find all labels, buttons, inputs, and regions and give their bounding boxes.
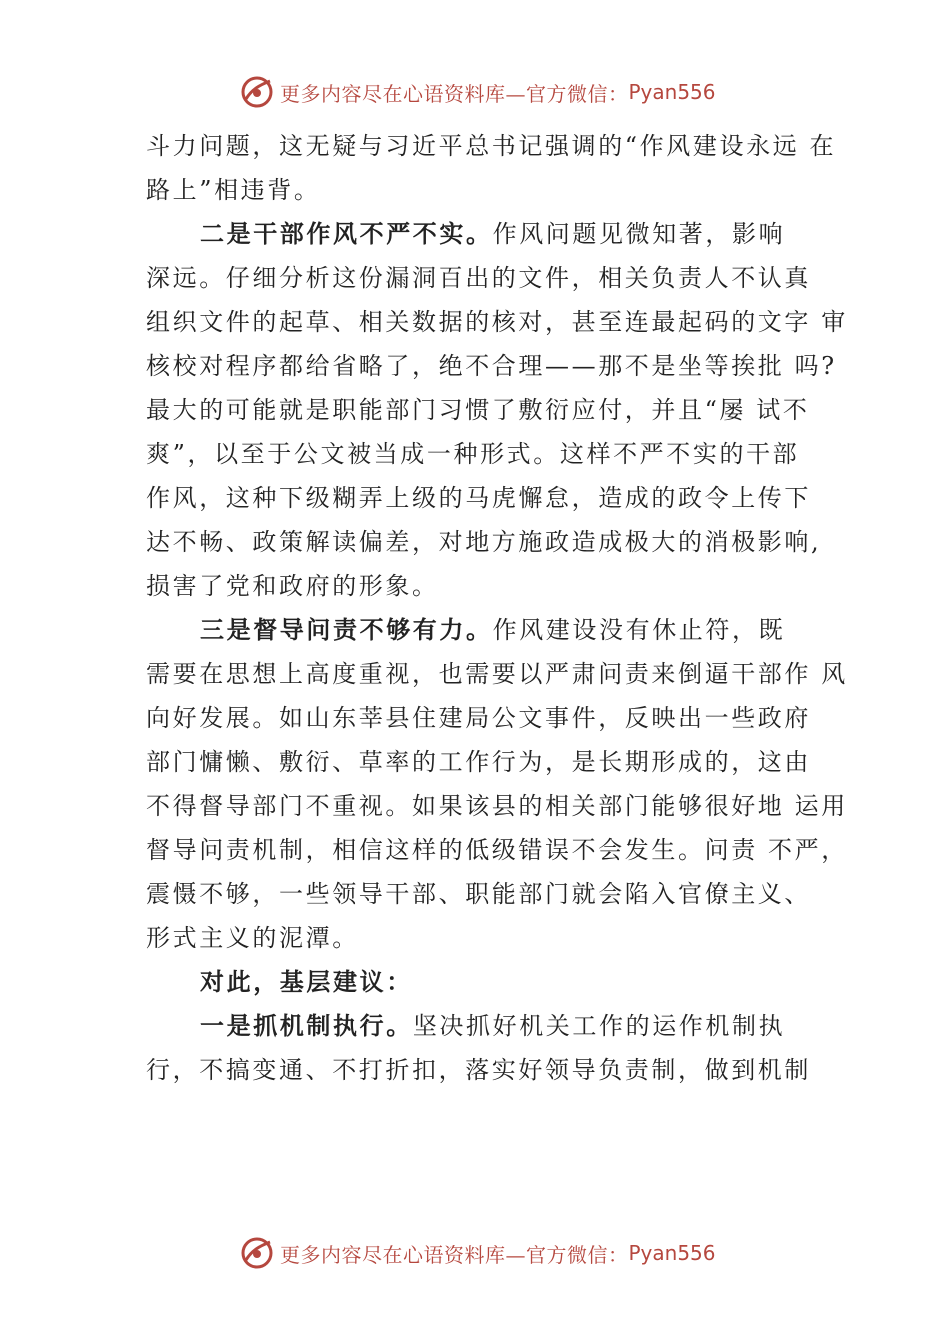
line-text: 核校对程序都给省略了，绝不合理——那不是坐等挨批 吗? [146,352,837,380]
line-text: 损害了党和政府的形象。 [146,572,439,600]
text-line [146,300,848,344]
watermark-text: 更多内容尽在心语资料库—官方微信： [280,1242,629,1267]
text-line [146,564,816,608]
footer-watermark [240,1233,716,1273]
text-line [146,388,816,432]
line-text: 作风问题见微知著，影响 [492,220,786,248]
text-line [146,740,816,784]
line-text: 作风，这种下级糊弄上级的马虎懈怠，造成的政令上传下 [146,484,811,512]
text-line [146,344,837,388]
text-line [146,652,848,696]
text-line [146,784,848,828]
line-text: 行，不搞变通、不打折扣，落实好领导负责制，做到机制 [146,1056,811,1084]
text-line [146,476,816,520]
text-line [146,212,816,256]
line-text: 达不畅、政策解读偏差，对地方施政造成极大的消极影响, [146,528,822,556]
line-text: 督导问责机制，相信这样的低级错误不会发生。问责 不严， [146,836,848,864]
line-text: 向好发展。如山东莘县住建局公文事件，反映出一些政府 [146,704,811,732]
text-line [146,696,816,740]
text-line [146,124,837,168]
text-line [146,520,822,564]
bold-heading: 对此，基层建议： [200,967,413,996]
line-text: 坚决抓好机关工作的运作机制执 [412,1012,786,1040]
line-text: 震慑不够，一些领导干部、职能部门就会陷入官僚主义、 [146,880,811,908]
text-line [146,608,816,652]
text-line [146,256,816,300]
brand-logo-icon [240,1236,274,1270]
line-text: 深远。仔细分析这份漏洞百出的文件，相关负责人不认真 [146,264,811,292]
text-line [146,432,816,476]
text-line [146,828,848,872]
watermark-wechat-id: Pyan556 [628,80,716,104]
header-watermark [240,72,716,112]
bold-heading: 三是督导问责不够有力。 [200,615,493,644]
line-text: 部门慵懒、敷衍、草率的工作行为，是长期形成的，这由 [146,748,811,776]
bold-heading: 二是干部作风不严不实。 [200,219,493,248]
line-text: 爽”，以至于公文被当成一种形式。这样不严不实的干部 [146,440,800,468]
line-text: 需要在思想上高度重视，也需要以严肃问责来倒逼干部作 风 [146,660,848,688]
document-body [146,124,848,1092]
text-line [146,960,816,1004]
text-line [146,1048,816,1092]
line-text: 作风建设没有休止符，既 [492,616,786,644]
bold-heading: 一是抓机制执行。 [200,1011,413,1040]
text-line [146,168,816,212]
line-text: 最大的可能就是职能部门习惯了敷衍应付，并且“屡 试不 [146,396,810,424]
text-line [146,872,816,916]
text-line [146,1004,816,1048]
line-text: 形式主义的泥潭。 [146,924,359,952]
line-text: 路上”相违背。 [146,176,321,204]
line-text: 斗力问题，这无疑与习近平总书记强调的“作风建设永远 在 [146,132,837,160]
brand-logo-icon [240,75,274,109]
watermark-text: 更多内容尽在心语资料库—官方微信： [280,81,629,106]
watermark-wechat-id: Pyan556 [628,1241,716,1265]
line-text: 组织文件的起草、相关数据的核对，甚至连最起码的文字 审 [146,308,848,336]
line-text: 不得督导部门不重视。如果该县的相关部门能够很好地 运用 [146,792,848,820]
text-line [146,916,816,960]
